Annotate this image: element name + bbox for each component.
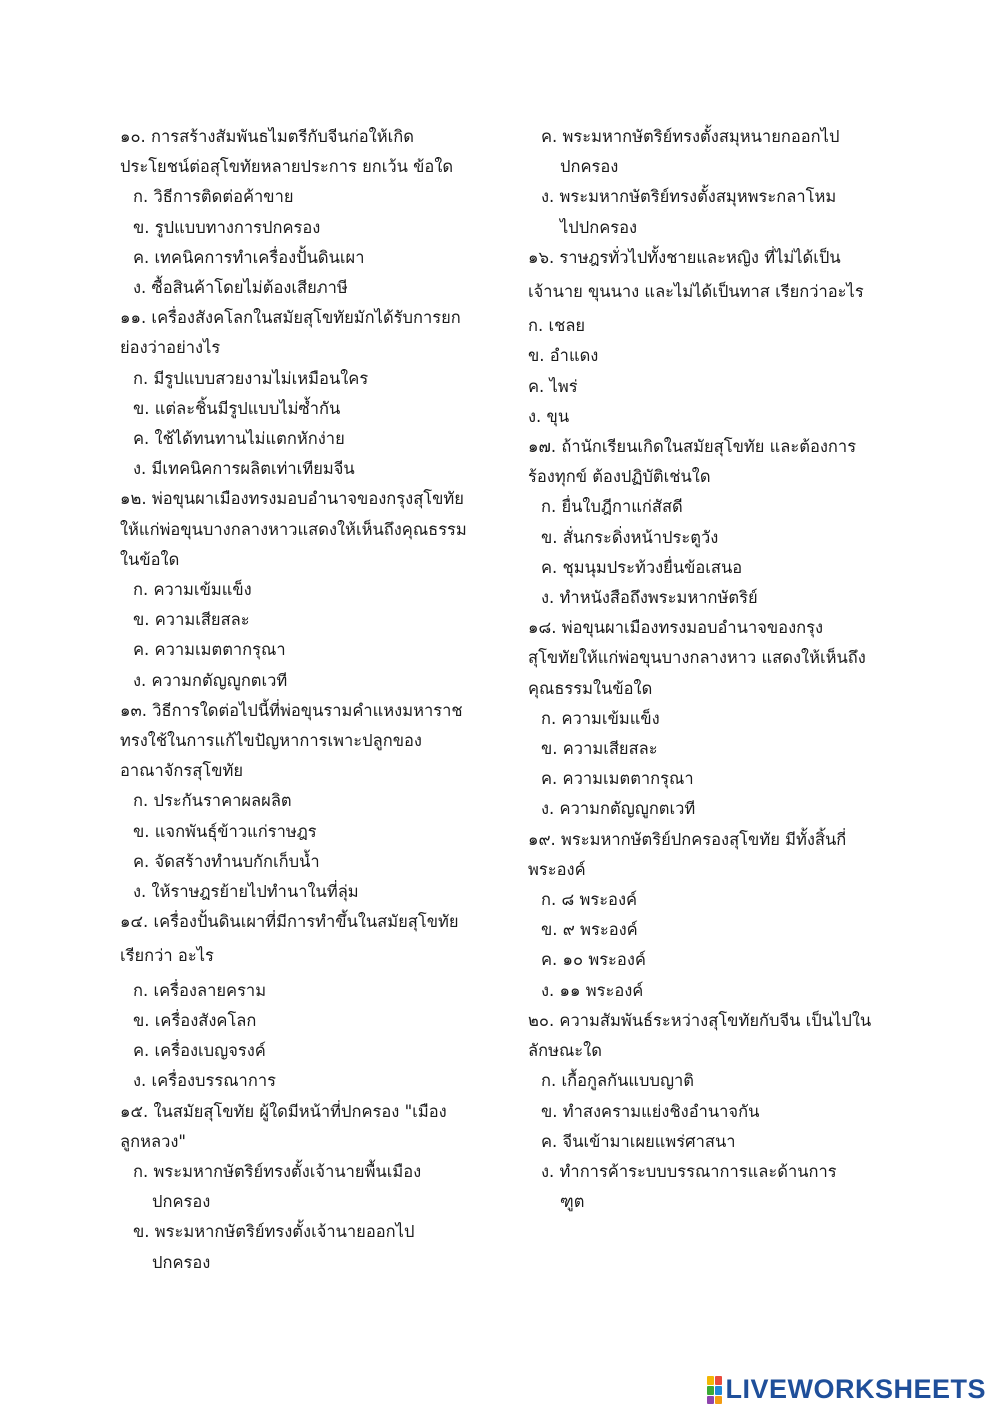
answer-option: ก. วิธีการติดต่อค้าขาย (133, 187, 294, 207)
left-column (120, 122, 480, 1278)
answer-option: ข. ความเสียสละ (133, 610, 250, 630)
question-text: เรียกว่า อะไร (120, 946, 214, 966)
question-text: ๒๐. ความสัมพันธ์ระหว่างสุโขทัยกับจีน เป็นไปใน (528, 1010, 872, 1030)
answer-option: ข. รูปแบบทางการปกครอง (133, 217, 321, 237)
answer-option: ค. ไพร่ (528, 376, 578, 396)
answer-option: ก. ความเข้มแข็ง (133, 580, 252, 600)
question-text: ร้องทุกข์ ต้องปฏิบัติเช่นใด (528, 467, 711, 487)
answer-option: ข. พระมหากษัตริย์ทรงตั้งเจ้านายออกไป (133, 1222, 415, 1242)
answer-option: ง. เครื่องบรรณาการ (133, 1071, 276, 1091)
question-text: ๑๘. พ่อขุนผาเมืองทรงมอบอำนาจของกรุง (528, 618, 824, 638)
answer-option: ง. ให้ราษฎรย้ายไปทำนาในที่ลุ่ม (133, 882, 359, 902)
answer-option: ก. เชลย (528, 316, 586, 336)
answer-option-continuation: ปกครอง (152, 1192, 211, 1212)
answer-option: ข. แต่ละชิ้นมีรูปแบบไม่ซ้ำกัน (133, 398, 341, 418)
answer-option: ข. ความเสียสละ (541, 739, 658, 759)
question-text: ๑๗. ถ้านักเรียนเกิดในสมัยสุโขทัย และต้องการ (528, 437, 857, 457)
answer-option: ข. อำแดง (528, 346, 599, 366)
answer-option: ก. มีรูปแบบสวยงามไม่เหมือนใคร (133, 368, 369, 388)
answer-option-continuation: ไปปกครอง (560, 217, 638, 237)
answer-option: ข. แจกพันธุ์ข้าวแก่ราษฎร (133, 821, 317, 841)
question-text: ๑๐. การสร้างสัมพันธไมตรีกับจีนก่อให้เกิด (120, 127, 414, 146)
answer-option: ก. เกื้อกูลกันแบบญาติ (541, 1071, 695, 1091)
question-text: ลูกหลวง" (120, 1131, 186, 1151)
logo-mark-square (707, 1396, 714, 1404)
answer-option: ข. สั่นกระดิ่งหน้าประตูวัง (541, 527, 719, 547)
answer-option: ง. ๑๑ พระองค์ (541, 980, 644, 1000)
answer-option: ง. ทำหนังสือถึงพระมหากษัตริย์ (541, 588, 758, 608)
logo-mark-square (715, 1386, 722, 1395)
logo-mark-square (715, 1376, 722, 1385)
answer-option: ค. ความเมตตากรุณา (541, 769, 694, 789)
answer-option: ค. ชุมนุมประท้วงยื่นข้อเสนอ (541, 557, 743, 577)
logo-mark-icon (707, 1376, 721, 1402)
question-text: ๑๕. ในสมัยสุโขทัย ผู้ใดมีหน้าที่ปกครอง "เมือง (120, 1101, 447, 1121)
answer-option: ค. ใช้ได้ทนทานไม่แตกหักง่าย (133, 429, 345, 449)
answer-option: ก. ประกันราคาผลผลิต (133, 791, 292, 811)
answer-option: ก. ๘ พระองค์ (541, 890, 638, 910)
question-text: พระองค์ (528, 859, 586, 879)
question-text: ๑๒. พ่อขุนผาเมืองทรงมอบอำนาจของกรุงสุโขทัย (120, 489, 464, 509)
answer-option: ง. ซื้อสินค้าโดยไม่ต้องเสียภาษี (133, 278, 348, 298)
question-text: คุณธรรมในข้อใด (528, 678, 653, 698)
answer-option: ก. พระมหากษัตริย์ทรงตั้งเจ้านายพื้นเมือง (133, 1161, 422, 1181)
logo-text: LIVEWORKSHEETS (725, 1374, 986, 1404)
answer-option-continuation: ปกครอง (560, 157, 619, 177)
answer-option: ค. ๑๐ พระองค์ (541, 950, 646, 970)
question-text: ประโยชน์ต่อสุโขทัยหลายประการ ยกเว้น ข้อใด (120, 157, 454, 177)
answer-option: ก. เครื่องลายคราม (133, 980, 267, 1000)
question-text: ๑๖. ราษฎรทั่วไปทั้งชายและหญิง ที่ไม่ได้เป็น (528, 247, 841, 267)
question-text: ลักษณะใด (528, 1041, 602, 1061)
answer-option: ก. ยื่นใบฎีกาแก่สัสดี (541, 497, 683, 517)
question-text: ในข้อใด (120, 549, 180, 569)
answer-option: ค. จัดสร้างทำนบกักเก็บน้ำ (133, 851, 320, 871)
answer-option: ข. ทำสงครามแย่งชิงอำนาจกัน (541, 1101, 760, 1121)
logo-mark-square (707, 1386, 714, 1395)
question-text: ย่องว่าอย่างไร (120, 338, 221, 358)
question-text: สุโขทัยให้แก่พ่อขุนบางกลางหาว แสดงให้เห็นถึง (528, 648, 866, 668)
answer-option: ค. จีนเข้ามาเผยแพร่ศาสนา (541, 1131, 736, 1151)
answer-option: ง. พระมหากษัตริย์ทรงตั้งสมุหพระกลาโหม (541, 187, 837, 207)
logo-mark-square (715, 1396, 722, 1404)
answer-option: ง. มีเทคนิคการผลิตเท่าเทียมจีน (133, 459, 355, 479)
question-text: อาณาจักรสุโขทัย (120, 761, 244, 781)
question-text: ๑๙. พระมหากษัตริย์ปกครองสุโขทัย มีทั้งสิ้นกี่ (528, 829, 847, 849)
question-text: ทรงใช้ในการแก้ไขปัญหาการเพาะปลูกของ (120, 731, 422, 751)
question-text: ให้แก่พ่อขุนบางกลางหาวแสดงให้เห็นถึงคุณธรรม (120, 519, 467, 539)
answer-option: ข. เครื่องสังคโลก (133, 1010, 257, 1030)
question-text: เจ้านาย ขุนนาง และไม่ได้เป็นทาส เรียกว่าอะไร (528, 282, 864, 302)
right-column (528, 122, 898, 1217)
answer-option: ข. ๙ พระองค์ (541, 920, 638, 940)
answer-option: ค. พระมหากษัตริย์ทรงตั้งสมุหนายกออกไป (541, 127, 840, 146)
answer-option: ค. ความเมตตากรุณา (133, 640, 286, 660)
answer-option: ค. เทคนิคการทำเครื่องปั้นดินเผา (133, 247, 365, 267)
answer-option: ง. ทำการค้าระบบบรรณาการและด้านการ (541, 1161, 837, 1181)
liveworksheets-logo (707, 1374, 986, 1404)
answer-option: ค. เครื่องเบญจรงค์ (133, 1041, 266, 1061)
answer-option: ง. ขุน (528, 406, 570, 426)
answer-option: ง. ความกตัญญูกตเวที (133, 670, 288, 690)
answer-option-continuation: ปกครอง (152, 1252, 211, 1272)
answer-option-continuation: ฑูต (560, 1192, 585, 1212)
logo-mark-square (707, 1376, 714, 1385)
answer-option: ก. ความเข้มแข็ง (541, 708, 660, 728)
question-text: ๑๑. เครื่องสังคโลกในสมัยสุโขทัยมักได้รับการยก (120, 308, 461, 328)
question-text: ๑๓. วิธีการใดต่อไปนี้ที่พ่อขุนรามคำแหงมหาราช (120, 700, 463, 720)
question-text: ๑๔. เครื่องปั้นดินเผาที่มีการทำขึ้นในสมัยสุโขทัย (120, 912, 459, 932)
answer-option: ง. ความกตัญญูกตเวที (541, 799, 696, 819)
